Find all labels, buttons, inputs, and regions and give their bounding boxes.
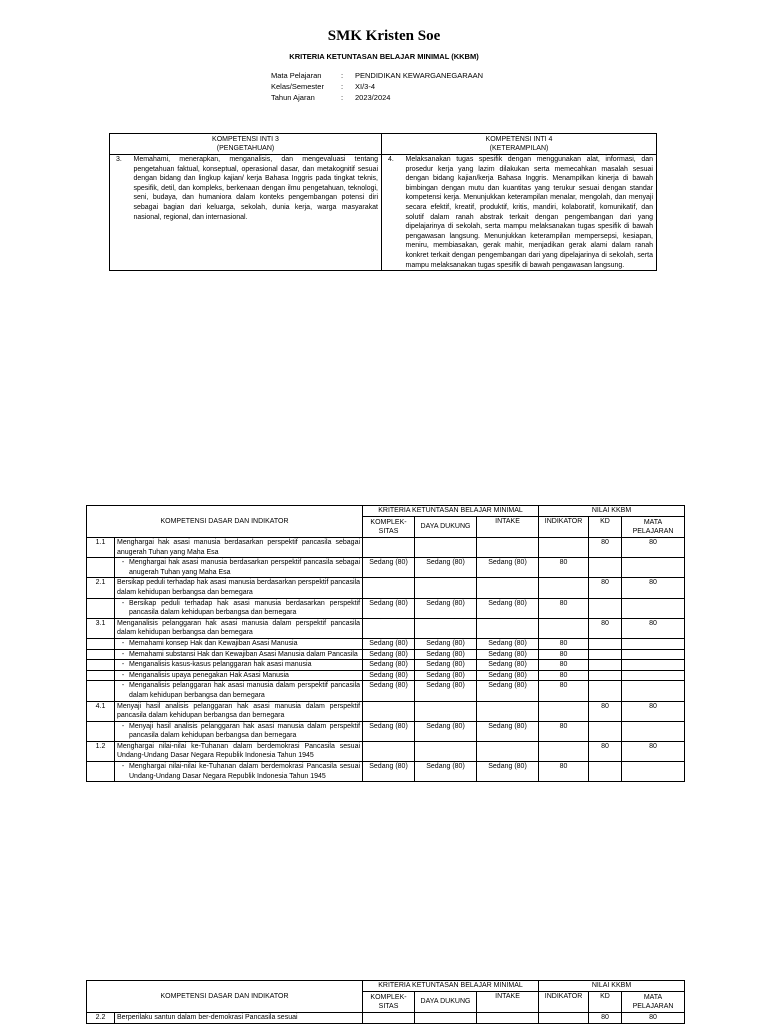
meta-value: 2023/2024: [355, 93, 391, 102]
indicator-dash: -: [121, 682, 125, 690]
indicator-text: Bersikap peduli terhadap hak asasi manusia berdasarkan perspektif pancasila dalam kehidupan berbangsa dan bernegara: [129, 599, 361, 617]
indicator-text: Menghargai nilai-nilai ke-Tuhanan dalam berdemokrasi Pancasila sesuai Undang-Undang Dasar Negara Republik Indonesia Tahun 1945: [129, 763, 361, 780]
kd-row: [87, 578, 685, 598]
document-meta: [271, 70, 483, 103]
indicator-cell: [115, 649, 363, 660]
meta-value: XI/3-4: [355, 82, 376, 91]
daya-dukung-value: Sedang (80): [415, 558, 477, 578]
kd-value: 80: [589, 741, 622, 761]
mapel-value: 80: [622, 701, 685, 721]
indikator-header: INDIKATOR: [539, 517, 589, 538]
indicator-cell: [115, 598, 363, 618]
indicator-row: [87, 649, 685, 660]
indikator-value: 80: [539, 660, 589, 671]
kd-number: 2.1: [87, 578, 115, 598]
kd-number: 3.1: [87, 618, 115, 638]
indicator-cell: [115, 660, 363, 671]
indicator-dash: -: [121, 671, 125, 679]
kd-value: 80: [589, 538, 622, 558]
kd-value: 80: [589, 618, 622, 638]
kompleksitas-value: Sedang (80): [363, 670, 415, 681]
indikator-value: 80: [539, 681, 589, 701]
mapel-value: 80: [622, 578, 685, 598]
intake-value: Sedang (80): [477, 681, 539, 701]
kd-header: KOMPETENSI DASAR DAN INDIKATOR: [87, 981, 363, 1013]
indicator-dash: -: [121, 559, 125, 567]
indicator-cell: [115, 762, 363, 782]
mapel-value: 80: [622, 741, 685, 761]
indicator-text: Menganalisis upaya penegakan Hak Asasi Manusia: [129, 671, 289, 679]
indicator-dash: -: [121, 599, 125, 607]
daya-dukung-value: Sedang (80): [415, 638, 477, 649]
kd-text: Menghargai hak asasi manusia berdasarkan perspektif pancasila sebagai anugerah Tuhan yang Maha Esa: [115, 538, 363, 558]
indicator-text: Memahami konsep Hak dan Kewajiban Asasi Manusia: [129, 639, 298, 647]
meta-key: Tahun Ajaran: [271, 93, 315, 102]
intake-header: INTAKE: [477, 992, 539, 1013]
indicator-text: Memahami substansi Hak dan Kewajiban Asasi Manusia dalam Pancasila: [129, 650, 358, 658]
kd-text: Berperilaku santun dalam ber-demokrasi Pancasila sesuai: [115, 1013, 363, 1024]
kkm-header: KRITERIA KETUNTASAN BELAJAR MINIMAL: [363, 981, 539, 992]
indicator-row: [87, 660, 685, 671]
kd-row: [87, 741, 685, 761]
meta-row: [271, 92, 483, 103]
indikator-value: 80: [539, 598, 589, 618]
intake-value: Sedang (80): [477, 660, 539, 671]
kd-row: [87, 701, 685, 721]
kkm-header: KRITERIA KETUNTASAN BELAJAR MINIMAL: [363, 506, 539, 517]
indikator-header: INDIKATOR: [539, 992, 589, 1013]
ki3-header: [110, 134, 382, 155]
kompleksitas-value: Sedang (80): [363, 762, 415, 782]
kd-text: Bersikap peduli terhadap hak asasi manusia berdasarkan perspektif pancasila dalam kehidupan berbangsa dan bernegara: [115, 578, 363, 598]
kd-number: 4.1: [87, 701, 115, 721]
kd-header: KOMPETENSI DASAR DAN INDIKATOR: [87, 506, 363, 538]
ki3-title: KOMPETENSI INTI 3: [212, 136, 279, 143]
kd-table-1: [86, 505, 685, 782]
kd-number: 1.2: [87, 741, 115, 761]
indicator-text: Menghargai hak asasi manusia berdasarkan perspektif pancasila sebagai anugerah Tuhan yang Maha Esa: [129, 559, 361, 576]
indicator-row: [87, 681, 685, 701]
daya-dukung-value: Sedang (80): [415, 598, 477, 618]
kd-number: 1.1: [87, 538, 115, 558]
indikator-value: 80: [539, 638, 589, 649]
indikator-value: 80: [539, 649, 589, 660]
indicator-row: [87, 762, 685, 782]
indicator-dash: -: [121, 639, 125, 647]
indicator-text: Menganalisis kasus-kasus pelanggaran hak asasi manusia: [129, 661, 312, 669]
indicator-row: [87, 721, 685, 741]
intake-value: Sedang (80): [477, 638, 539, 649]
mapel-header: MATA PELAJARAN: [622, 992, 685, 1013]
kompetensi-inti-table: [109, 133, 657, 271]
indikator-value: 80: [539, 762, 589, 782]
mapel-value: 80: [622, 618, 685, 638]
kompleksitas-value: Sedang (80): [363, 721, 415, 741]
kd-value: 80: [589, 701, 622, 721]
kompleksitas-header: KOMPLEK-SITAS: [363, 517, 415, 538]
indicator-row: [87, 598, 685, 618]
nilai-header: NILAI KKBM: [539, 981, 685, 992]
kd-row: [87, 1013, 685, 1024]
indikator-value: 80: [539, 558, 589, 578]
meta-separator: :: [341, 82, 344, 91]
indicator-dash: -: [121, 650, 125, 658]
indicator-row: [87, 670, 685, 681]
indicator-text: Menyaji hasil analisis pelanggaran hak asasi manusia dalam perspektif pancasila dalam kehidupan berbangsa dan bernegara: [129, 722, 361, 740]
kompleksitas-value: Sedang (80): [363, 681, 415, 701]
kd-text: Menyaji hasil analisis pelanggaran hak asasi manusia dalam perspektif pancasila dalam kehidupan berbangsa dan bernegara: [115, 701, 363, 721]
mapel-value: 80: [622, 1013, 685, 1024]
kd-table-2: [86, 980, 685, 1024]
kd-value: 80: [589, 1013, 622, 1024]
daya-dukung-value: Sedang (80): [415, 721, 477, 741]
kd-value-header: KD: [589, 992, 622, 1013]
indicator-cell: [115, 558, 363, 578]
meta-key: Mata Pelajaran: [271, 71, 322, 80]
nilai-header: NILAI KKBM: [539, 506, 685, 517]
intake-value: Sedang (80): [477, 649, 539, 660]
intake-value: Sedang (80): [477, 598, 539, 618]
indicator-row: [87, 558, 685, 578]
daya-dukung-header: DAYA DUKUNG: [415, 992, 477, 1013]
ki4-text: Melaksanakan tugas spesifik dengan menggunakan alat, informasi, dan prosedur kerja yang lazim dilakukan serta memecahkan masalah sesuai dengan bidang kajian/kerja Bahasa Inggris. Menampilkan kinerja di bawah bimbingan dengan mutu dan kuantitas yang terukur sesuai dengan standar kompetensi kerja. Menunjukkan keterampilan menalar, mengolah, dan menyaji secara efektif, kreatif, produktif, kritis, mandiri, kolaboratif, komunikatif, dan solutif dalam ranah abstrak terkait dengan pengembangan dari yang dipelajarinya di sekolah, serta mampu melaksanakan tugas spesifik di bawah pengawasan langsung. Menunjukkan keterampilan mempersepsi, kesiapan, meniru, membiasakan, gerak mahir, menjadikan gerak alami dalam ranah konkret terkait dengan pengembangan dari yang dipelajarinya di sekolah, serta mampu melaksanakan tugas spesifik di bawah pengawasan langsung.: [404, 155, 657, 271]
mapel-header: MATA PELAJARAN: [622, 517, 685, 538]
intake-value: Sedang (80): [477, 762, 539, 782]
indicator-dash: -: [121, 661, 125, 669]
kompleksitas-value: Sedang (80): [363, 649, 415, 660]
meta-key: Kelas/Semester: [271, 82, 324, 91]
indicator-cell: [115, 681, 363, 701]
kd-row: [87, 538, 685, 558]
meta-separator: :: [341, 93, 344, 102]
school-name: SMK Kristen Soe: [327, 28, 441, 44]
kompleksitas-value: Sedang (80): [363, 660, 415, 671]
kompleksitas-value: Sedang (80): [363, 598, 415, 618]
kd-text: Menganalisis pelanggaran hak asasi manusia dalam perspektif pancasila dalam kehidupan berbangsa dan bernegara: [115, 618, 363, 638]
indikator-value: 80: [539, 721, 589, 741]
kd-value-header: KD: [589, 517, 622, 538]
kompleksitas-header: KOMPLEK-SITAS: [363, 992, 415, 1013]
kompleksitas-value: Sedang (80): [363, 638, 415, 649]
indicator-cell: [115, 721, 363, 741]
kompleksitas-value: Sedang (80): [363, 558, 415, 578]
indicator-cell: [115, 670, 363, 681]
ki4-number: 4.: [382, 155, 404, 271]
daya-dukung-value: Sedang (80): [415, 660, 477, 671]
daya-dukung-value: Sedang (80): [415, 762, 477, 782]
indicator-cell: [115, 638, 363, 649]
document-title: KRITERIA KETUNTASAN BELAJAR MINIMAL (KKBM): [289, 52, 479, 61]
ki4-title: KOMPETENSI INTI 4: [485, 136, 553, 143]
meta-row: [271, 81, 483, 92]
intake-value: Sedang (80): [477, 721, 539, 741]
indicator-text: Menganalisis pelanggaran hak asasi manusia dalam perspektif pancasila dalam kehidupan berbangsa dan bernegara: [129, 682, 361, 699]
ki3-subtitle: (PENGETAHUAN): [216, 145, 275, 152]
daya-dukung-value: Sedang (80): [415, 649, 477, 660]
daya-dukung-value: Sedang (80): [415, 670, 477, 681]
meta-value: PENDIDIKAN KEWARGANEGARAAN: [355, 71, 484, 80]
ki4-header: [382, 134, 657, 155]
meta-separator: :: [341, 71, 344, 80]
ki4-subtitle: (KETERAMPILAN): [489, 145, 549, 152]
kd-row: [87, 618, 685, 638]
kd-number: 2.2: [87, 1013, 115, 1024]
mapel-value: 80: [622, 538, 685, 558]
indikator-value: 80: [539, 670, 589, 681]
kd-value: 80: [589, 578, 622, 598]
ki3-number: 3.: [110, 155, 132, 271]
kd-text: Menghargai nilai-nilai ke-Tuhanan dalam berdemokrasi Pancasila sesuai Undang-Undang Dasar Negara Republik Indonesia Tahun 1945: [115, 741, 363, 761]
ki3-text: Memahami, menerapkan, menganalisis, dan mengevaluasi tentang pengetahuan faktual, konseptual, operasional dasar, dan metakognitif sesuai dengan bidang dan lingkup kajian/ kerja Bahasa Inggris pada tingkat teknis, spesifik, detil, dan kompleks, berkenaan dengan ilmu pengetahuan, teknologi, seni, budaya, dan humaniora dalam konteks pengembangan potensi diri sebagai bagian dari keluarga, sekolah, dunia kerja, warga masyarakat nasional, regional, dan internasional.: [132, 155, 382, 271]
intake-header: INTAKE: [477, 517, 539, 538]
intake-value: Sedang (80): [477, 558, 539, 578]
daya-dukung-header: DAYA DUKUNG: [415, 517, 477, 538]
indicator-dash: -: [121, 722, 125, 730]
intake-value: Sedang (80): [477, 670, 539, 681]
indicator-dash: -: [121, 763, 125, 771]
meta-row: [271, 70, 483, 81]
indicator-row: [87, 638, 685, 649]
daya-dukung-value: Sedang (80): [415, 681, 477, 701]
